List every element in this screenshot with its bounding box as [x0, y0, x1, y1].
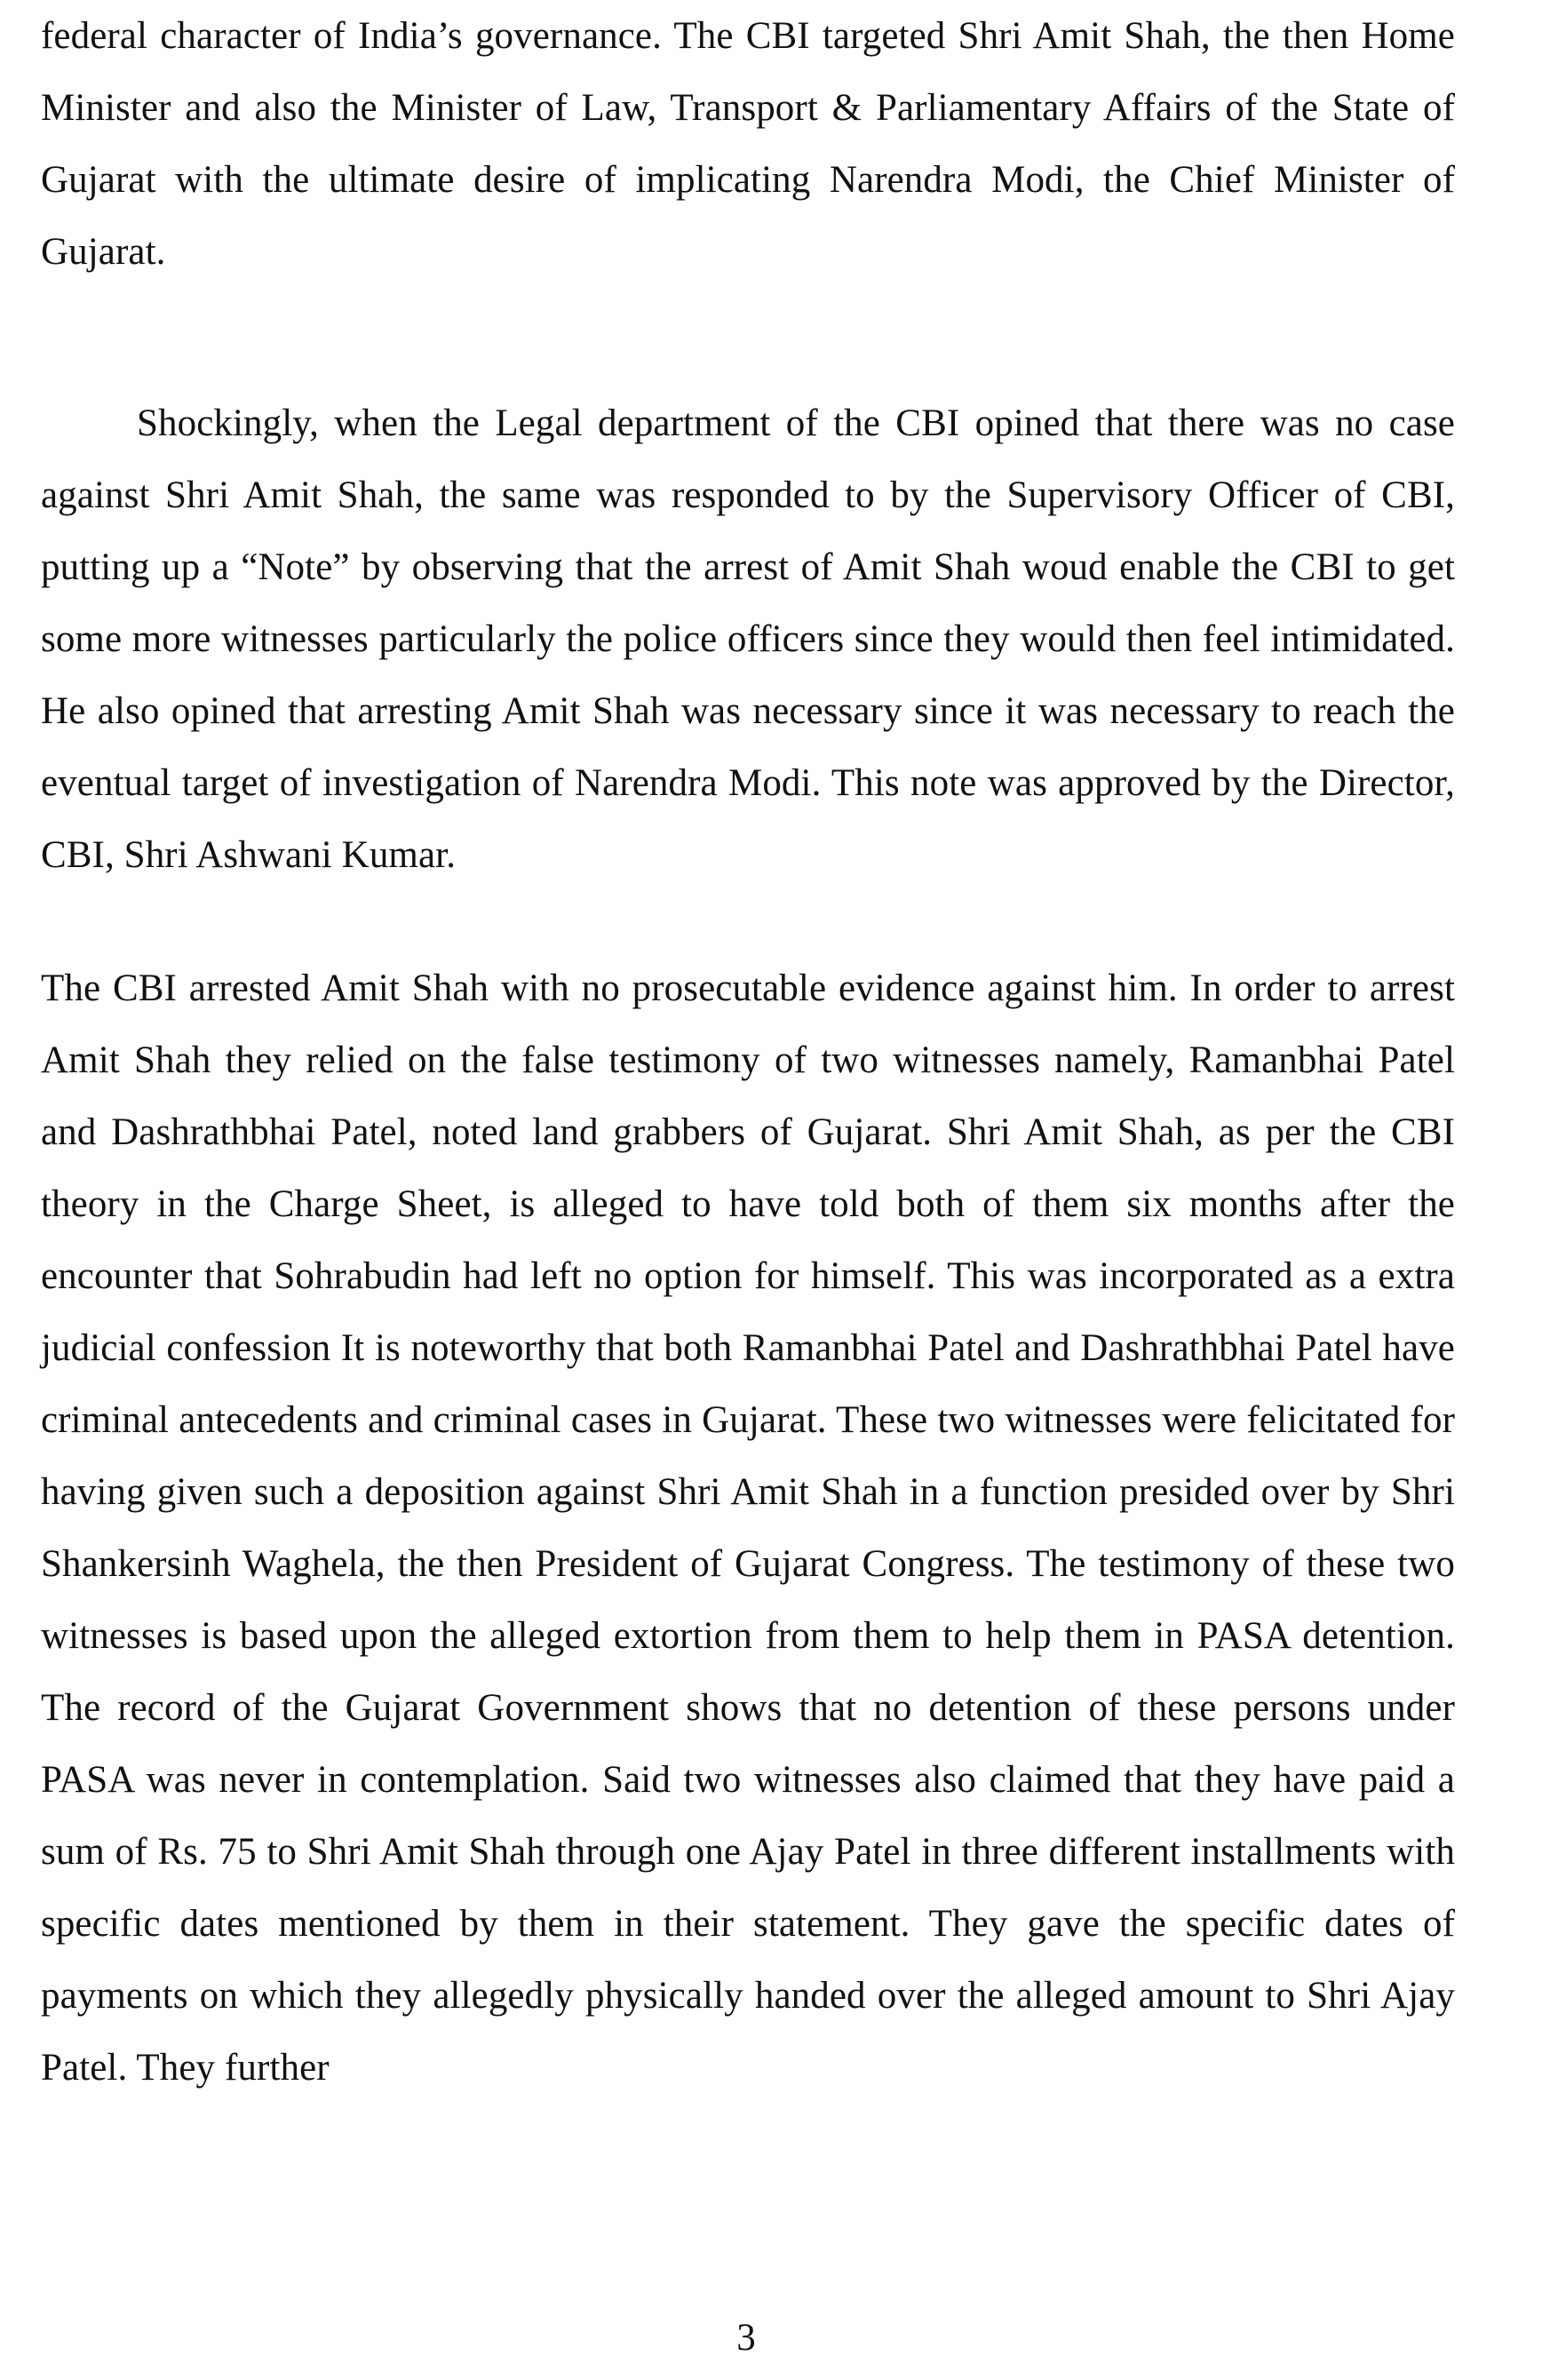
paragraph-cbi-note [41, 387, 1455, 891]
paragraph-witnesses [41, 952, 1455, 2104]
paragraph-continued [41, 0, 1455, 288]
paragraph-text: The CBI arrested Amit Shah with no prosecutable evidence against him. In order to arrest Amit Shah they relied on the false testimony of two witnesses namely, Ramanbhai Patel and Dashrathbhai Patel, noted land grabbers of Gujarat. Shri Amit Shah, as per the CBI theory in the Charge Sheet, is alleged to have told both of them six months after the encounter that Sohrabudin had left no option for himself. This was incorporated as a extra judicial confession It is noteworthy that both Ramanbhai Patel and Dashrathbhai Patel have criminal antecedents and criminal cases in Gujarat. These two witnesses were felicitated for having given such a deposition against Shri Amit Shah in a function presided over by Shri Shankersinh Waghela, the then President of Gujarat Congress. The testimony of these two witnesses is based upon the alleged extortion from them to help them in PASA detention. The record of the Gujarat Government shows that no detention of these persons under PASA was never in contemplation. Said two witnesses also claimed that they have paid a sum of Rs. 75 to Shri Amit Shah through one Ajay Patel in three different installments with specific dates mentioned by them in their statement. They gave the specific dates of payments on which they allegedly physically handed over the alleged amount to Shri Ajay Patel. They further [41, 967, 1455, 2089]
paragraph-text: federal character of India’s governance. The CBI targeted Shri Amit Shah, the then Home Minister and also the Minister of Law, Transport & Parliamentary Affairs of the State of Gujarat with the ultimate desire of implicating Narendra Modi, the Chief Minister of Gujarat. [41, 15, 1455, 273]
paragraph-text: Shockingly, when the Legal department of the CBI opined that there was no case against Shri Amit Shah, the same was responded to by the Supervisory Officer of CBI, putting up a “Note” by observing that the arrest of Amit Shah woud enable the CBI to get some more witnesses particularly the police officers since they would then feel intimidated. He also opined that arresting Amit Shah was necessary since it was necessary to reach the eventual target of investigation of Narendra Modi. This note was approved by the Director, CBI, Shri Ashwani Kumar. [41, 402, 1455, 876]
page-number: 3 [736, 2317, 756, 2359]
